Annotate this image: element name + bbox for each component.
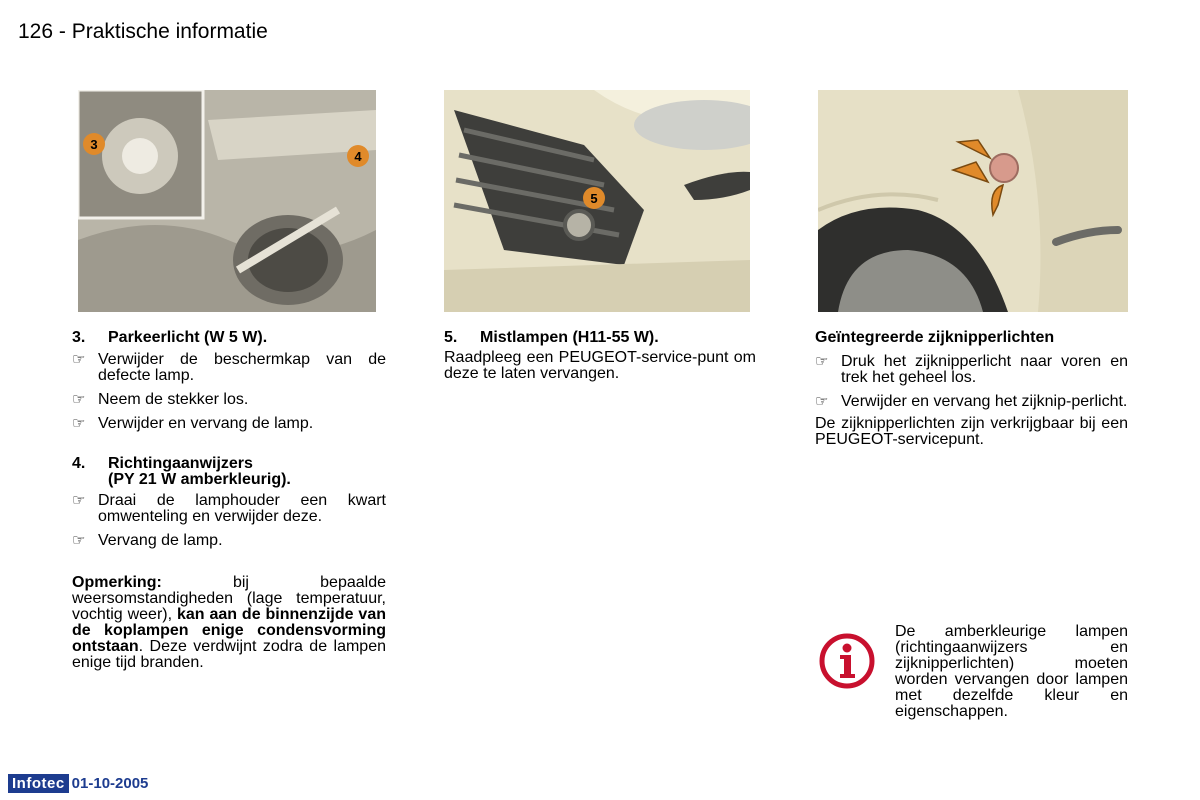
bullet-item: ☞ Draai de lamphouder een kwart omwenteling en verwijder deze. <box>72 492 386 525</box>
section-number: 4. <box>72 455 86 472</box>
fog-lamp-drawing <box>444 90 750 312</box>
side-indicator-bullets <box>815 354 1128 410</box>
footer <box>8 774 148 793</box>
pointing-hand-icon: ☞ <box>72 351 86 368</box>
page-number: 126 <box>18 20 54 43</box>
note-paragraph: Opmerking: bij bepaalde weersomstandigheden (lage temperatuur, vochtig weer), kan aan de binnenzijde van de koplampen enige condensvorming ontstaan. Deze verdwijnt zodra de lampen enige tijd branden. <box>72 574 386 671</box>
note-label: Opmerking: <box>72 574 162 591</box>
headlamp-rear-drawing <box>78 90 376 312</box>
side-indicator-heading: Geïntegreerde zijknipperlichten <box>815 329 1055 346</box>
section-5-text: Raadpleeg een PEUGEOT-service-punt om deze te laten vervangen. <box>444 349 756 382</box>
bullet-item: ☞ Verwijder de beschermkap van de defecte lamp. <box>72 351 386 384</box>
section-number: 3. <box>72 329 86 346</box>
page-title: - Praktische informatie <box>58 20 268 43</box>
pointing-hand-icon: ☞ <box>72 391 86 408</box>
pointing-hand-icon: ☞ <box>72 492 86 509</box>
side-indicator-drawing <box>818 90 1128 312</box>
column-3 <box>815 330 1128 448</box>
bullet-item: ☞ Verwijder en vervang de lamp. <box>72 415 314 432</box>
info-text: De amberkleurige lampen (richtingaanwijzers en zijknipperlichten) moeten worden vervangen door lampen met dezelfde kleur en eigenschappen. <box>895 623 1128 720</box>
headlamp-rear-illustration <box>78 90 376 312</box>
section-title: Mistlampen (H11-55 W). <box>480 329 659 346</box>
section-title: Parkeerlicht (W 5 W). <box>108 329 268 346</box>
pointing-hand-icon: ☞ <box>815 393 829 410</box>
info-icon <box>818 632 876 690</box>
badge-3: 3 <box>90 137 98 152</box>
section-title-line1: Richtingaanwijzers <box>108 455 253 472</box>
bullet-item: ☞ Verwijder en vervang het zijknip-perlicht. <box>815 393 1128 410</box>
pointing-hand-icon: ☞ <box>815 353 829 370</box>
pointing-hand-icon: ☞ <box>72 532 86 549</box>
section-4-bullets <box>72 493 386 549</box>
side-indicator-text: De zijknipperlichten zijn verkrijgbaar bij een PEUGEOT-servicepunt. <box>815 415 1128 448</box>
note-emphasis: kan aan de binnenzijde van de koplampen enige condensvorming ontstaan <box>72 606 386 655</box>
pointing-hand-icon: ☞ <box>72 415 86 432</box>
section-4-heading <box>72 456 386 488</box>
fog-lamp-illustration <box>444 90 750 312</box>
section-3-bullets <box>72 352 386 432</box>
page-header <box>18 20 268 44</box>
column-2 <box>444 330 756 382</box>
section-5-heading <box>444 330 756 346</box>
brand-logo: Infotec <box>8 774 69 793</box>
badge-4: 4 <box>354 149 362 164</box>
column-1 <box>72 330 386 671</box>
side-indicator-illustration <box>818 90 1128 312</box>
bullet-item: ☞ Druk het zijknipperlicht naar voren en trek het geheel los. <box>815 353 1128 386</box>
bullet-item: ☞ Neem de stekker los. <box>72 391 249 408</box>
badge-5: 5 <box>590 191 598 206</box>
section-3-heading <box>72 330 386 346</box>
section-number: 5. <box>444 329 458 346</box>
section-title-line2: (PY 21 W amberkleurig). <box>108 471 291 488</box>
footer-date: 01-10-2005 <box>71 775 149 792</box>
bullet-item: ☞ Vervang de lamp. <box>72 532 223 549</box>
